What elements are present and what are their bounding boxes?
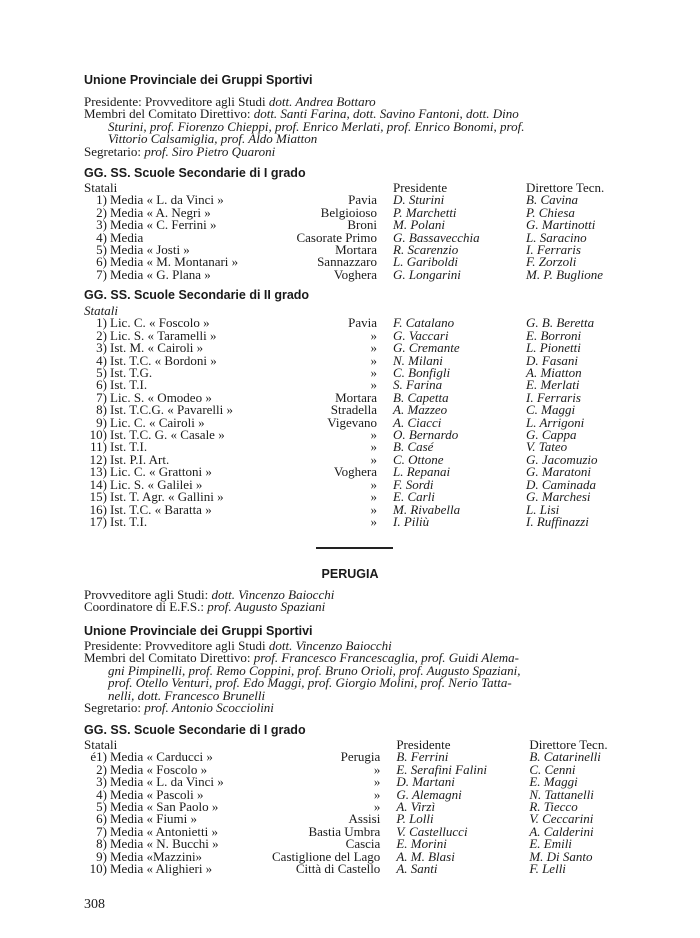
perugia-first-grade-section — [84, 724, 624, 875]
city-name: Belgioioso — [320, 204, 377, 220]
city-name: » — [370, 327, 377, 343]
pavia-second-grade-row — [84, 429, 598, 441]
row-number: 8) — [96, 836, 107, 852]
pavia-second-grade-row — [84, 504, 598, 516]
row-number: 12) — [89, 451, 107, 467]
director-name: C. Maggi — [526, 402, 576, 418]
section-divider — [316, 547, 393, 549]
row-number: 4) — [96, 229, 107, 245]
president-name: A. Ciacci — [393, 414, 442, 430]
school-name: Media « Foscolo » — [110, 761, 208, 777]
perugia-provveditore-line: Provveditore agli Studi: dott. Vincenzo Baiocchi — [84, 587, 335, 602]
president-name: E. Serafini Falini — [396, 761, 487, 777]
row-number: 8) — [96, 402, 107, 418]
pavia-second-grade-row — [84, 367, 598, 379]
city-name: » — [370, 476, 377, 492]
pavia-second-grade-table — [84, 305, 598, 528]
city-name: Broni — [347, 217, 377, 233]
school-name: Media « San Paolo » — [110, 799, 219, 815]
perugia-committee-line2: gni Pimpinelli, prof. Remo Coppini, prof. Bruno Orioli, prof. Augusto Spaziani, — [108, 662, 521, 678]
pavia-president-line: Presidente: Provveditore agli Studi dott. Andrea Bottaro — [84, 94, 376, 109]
row-number: 9) — [96, 848, 107, 864]
director-name: I. Ruffinazzi — [526, 513, 589, 529]
director-name: A. Calderini — [529, 823, 594, 839]
school-name: Ist. T.C. « Bordoni » — [110, 352, 217, 368]
school-name: Ist. T.I. — [110, 513, 148, 529]
president-name: M. Rivabella — [393, 501, 461, 517]
row-number: 7) — [96, 266, 107, 282]
school-name: Lic. C. « Cairoli » — [110, 414, 205, 430]
city-name: Città di Castello — [295, 861, 381, 877]
director-name: P. Chiesa — [526, 204, 575, 220]
director-name: G. Maratoni — [526, 464, 591, 480]
city-name: Cascia — [345, 836, 381, 852]
president-name: F. Sordi — [393, 476, 434, 492]
school-name: Media « L. da Vinci » — [110, 192, 224, 208]
city-name: » — [370, 340, 377, 356]
director-name: I. Ferraris — [526, 389, 581, 405]
president-name: N. Milani — [393, 352, 443, 368]
perugia-committee-line4: nelli, dott. Francesco Brunelli — [108, 687, 266, 703]
row-number: 4) — [96, 352, 107, 368]
row-number: 3) — [96, 217, 107, 233]
perugia-first-grade-table — [84, 739, 608, 875]
city-name: Bastia Umbra — [308, 823, 381, 839]
president-name: E. Morini — [396, 836, 447, 852]
row-number: 10) — [89, 427, 107, 443]
row-number: 13) — [89, 464, 107, 480]
director-name: E. Emili — [529, 836, 572, 852]
row-number: 16) — [89, 501, 107, 517]
city-name: » — [370, 365, 377, 381]
director-name: G. Marchesi — [526, 489, 591, 505]
school-name: Media — [110, 229, 144, 245]
school-name: Ist. T.C.G. « Pavarelli » — [110, 402, 234, 418]
director-name: G. Jacomuzio — [526, 451, 598, 467]
perugia-officials — [84, 589, 624, 614]
pavia-union-section — [84, 74, 624, 158]
director-name: R. Tiecco — [529, 799, 578, 815]
perugia-col-president: Presidente — [396, 737, 451, 752]
pavia-secretary-line: Segretario: prof. Siro Pietro Quaroni — [84, 143, 276, 159]
president-name: M. Polani — [393, 217, 445, 233]
director-name: I. Ferraris — [526, 242, 581, 258]
pavia-committee-line2: Sturini, prof. Fiorenzo Chieppi, prof. Enrico Merlati, prof. Enrico Bonomi, prof. — [108, 118, 525, 134]
pavia-second-grade-row — [84, 516, 598, 528]
row-number: 7) — [96, 823, 107, 839]
row-number: 4) — [96, 786, 107, 802]
perugia-first-grade-sub: Statali — [84, 737, 118, 752]
president-name: G. Vaccari — [393, 327, 449, 343]
school-name: Ist. P.I. Art. — [110, 451, 170, 467]
row-number: 6) — [96, 254, 107, 270]
director-name: C. Cenni — [529, 761, 576, 777]
school-name: Ist. T.I. — [110, 439, 148, 455]
president-name: A. Virzì — [396, 799, 436, 815]
perugia-committee-line3: prof. Otello Venturi, prof. Edo Maggi, prof. Giorgio Molini, prof. Nerio Tatta- — [108, 675, 512, 691]
row-number: 5) — [96, 242, 107, 258]
pavia-col-director: Direttore Tecn. — [526, 180, 605, 195]
director-name: D. Fasani — [526, 352, 578, 368]
city-name: Perugia — [340, 749, 381, 765]
school-name: Media « M. Montanari » — [110, 254, 239, 270]
director-name: F. Zorzoli — [526, 254, 577, 270]
pavia-president-name: dott. Andrea Bottaro — [268, 94, 376, 109]
city-name: Pavia — [348, 192, 377, 208]
pavia-first-grade-heading: GG. SS. Scuole Secondarie di I grado — [84, 166, 306, 180]
president-name: S. Farina — [393, 377, 443, 393]
director-name: D. Caminada — [526, 476, 597, 492]
president-name: L. Repanai — [393, 464, 451, 480]
row-number: 6) — [96, 377, 107, 393]
president-name: A. Santi — [396, 861, 438, 877]
president-name: F. Catalano — [393, 315, 455, 331]
president-name: D. Sturini — [393, 192, 445, 208]
president-name: O. Bernardo — [393, 427, 459, 443]
school-name: Lic. S. « Taramelli » — [110, 327, 217, 343]
president-name: D. Martani — [396, 774, 455, 790]
director-name: L. Saracino — [526, 229, 587, 245]
school-name: Ist. M. « Cairoli » — [110, 340, 204, 356]
city-name: Mortara — [335, 242, 377, 258]
school-name: Media « L. da Vinci » — [110, 774, 224, 790]
president-name: V. Castellucci — [396, 823, 468, 839]
row-number: 6) — [96, 811, 107, 827]
row-number: 3) — [96, 340, 107, 356]
director-name: G. Martinotti — [526, 217, 596, 233]
school-name: Media « N. Bucchi » — [110, 836, 219, 852]
row-number: 10) — [89, 861, 107, 877]
row-number: 5) — [96, 365, 107, 381]
pavia-second-grade-row — [84, 355, 598, 367]
pavia-first-grade-section — [84, 167, 624, 281]
president-name: C. Bonfigli — [393, 365, 451, 381]
perugia-first-grade-row — [84, 863, 608, 875]
pavia-union-heading: Unione Provinciale dei Gruppi Sportivi — [84, 73, 313, 87]
row-number: 5) — [96, 799, 107, 815]
school-name: Media « A. Negri » — [110, 204, 211, 220]
director-name: B. Cavina — [526, 192, 578, 208]
perugia-union-heading: Unione Provinciale dei Gruppi Sportivi — [84, 624, 313, 638]
pavia-secretary-name: prof. Siro Pietro Quaroni — [144, 143, 276, 159]
pavia-committee-line3: Vittorio Calsamiglia, prof. Aldo Miatton — [108, 131, 318, 147]
perugia-president-line: Presidente: Provveditore agli Studi dott. Vincenzo Baiocchi — [84, 638, 392, 653]
city-name: Stradella — [330, 402, 377, 418]
row-number: 2) — [96, 761, 107, 777]
row-number: é1) — [90, 749, 107, 765]
director-name: F. Lelli — [529, 861, 566, 877]
school-name: Lic. C. « Foscolo » — [110, 315, 210, 331]
perugia-col-director: Direttore Tecn. — [529, 737, 608, 752]
director-name: L. Arrigoni — [526, 414, 585, 430]
city-name: Pavia — [348, 315, 377, 331]
city-name: Vigevano — [327, 414, 377, 430]
city-name: » — [370, 439, 377, 455]
president-name: G. Cremante — [393, 340, 460, 356]
city-name: » — [370, 501, 377, 517]
pavia-second-grade-section — [84, 289, 624, 528]
city-name: Castiglione del Lago — [272, 848, 381, 864]
perugia-secretary-name: prof. Antonio Scocciolini — [144, 700, 274, 716]
row-number: 9) — [96, 414, 107, 430]
perugia-coordinator-name: prof. Augusto Spaziani — [207, 599, 326, 615]
pavia-second-grade-heading: GG. SS. Scuole Secondarie di II grado — [84, 288, 310, 302]
city-name: Assisi — [348, 811, 381, 827]
city-name: Voghera — [333, 266, 377, 282]
city-name: Voghera — [333, 464, 377, 480]
school-name: Media «Mazzini» — [110, 848, 203, 864]
director-name: B. Catarinelli — [529, 749, 601, 765]
director-name: N. Tattanelli — [529, 786, 594, 802]
school-name: Lic. C. « Grattoni » — [110, 464, 212, 480]
perugia-committee: Membri del Comitato Direttivo: prof. Francesco Francescaglia, prof. Guidi Alema- — [84, 650, 519, 666]
perugia-title: PERUGIA — [321, 567, 379, 581]
city-name: » — [370, 377, 377, 393]
row-number: 3) — [96, 774, 107, 790]
school-name: Media « C. Ferrini » — [110, 217, 217, 233]
city-name: » — [373, 761, 381, 777]
school-name: Ist. T.G. — [110, 365, 153, 381]
president-name: A. M. Blasi — [396, 848, 455, 864]
city-name: » — [370, 427, 377, 443]
director-name: L. Pionetti — [526, 340, 581, 356]
perugia-provveditore-name: dott. Vincenzo Baiocchi — [211, 587, 335, 602]
president-name: P. Lolli — [396, 811, 434, 827]
director-name: V. Tateo — [526, 439, 568, 455]
director-name: G. Cappa — [526, 427, 577, 443]
perugia-union-section — [84, 625, 624, 714]
pavia-first-grade-sub: Statali — [84, 180, 118, 195]
perugia-first-grade-heading: GG. SS. Scuole Secondarie di I grado — [84, 723, 306, 737]
perugia-coordinator-line: Coordinatore di E.F.S.: prof. Augusto Spaziani — [84, 599, 326, 615]
director-name: V. Ceccarini — [529, 811, 594, 827]
school-name: Lic. S. « Omodeo » — [110, 389, 212, 405]
director-name: M. P. Buglione — [526, 266, 604, 282]
city-name: » — [370, 513, 377, 529]
president-name: G. Alemagni — [396, 786, 462, 802]
pavia-col-president: Presidente — [393, 180, 448, 195]
pavia-second-grade-sub: Statali — [84, 303, 118, 318]
city-name: » — [373, 774, 381, 790]
row-number: 17) — [89, 513, 107, 529]
president-name: B. Ferrini — [396, 749, 449, 765]
director-name: E. Maggi — [529, 774, 578, 790]
perugia-president-name: dott. Vincenzo Baiocchi — [268, 638, 392, 653]
president-name: P. Marchetti — [393, 204, 457, 220]
city-name: » — [370, 451, 377, 467]
city-name: » — [370, 352, 377, 368]
row-number: 7) — [96, 389, 107, 405]
perugia-secretary-line: Segretario: prof. Antonio Scocciolini — [84, 700, 274, 716]
school-name: Media « Alighieri » — [110, 861, 213, 877]
pavia-first-grade-row — [84, 269, 604, 281]
city-name: » — [370, 489, 377, 505]
row-number: 2) — [96, 204, 107, 220]
city-name: Casorate Primo — [296, 229, 377, 245]
row-number: 2) — [96, 327, 107, 343]
president-name: C. Ottone — [393, 451, 444, 467]
director-name: E. Merlati — [526, 377, 580, 393]
president-name: R. Scarenzio — [393, 242, 459, 258]
school-name: Media « Carducci » — [110, 749, 213, 765]
school-name: Media « Fiumi » — [110, 811, 198, 827]
director-name: M. Di Santo — [529, 848, 593, 864]
school-name: Media « Josti » — [110, 242, 190, 258]
row-number: 15) — [89, 489, 107, 505]
president-name: L. Gariboldi — [393, 254, 459, 270]
school-name: Ist. T.C. G. « Casale » — [110, 427, 225, 443]
director-name: A. Miatton — [526, 365, 582, 381]
school-name: Ist. T.I. — [110, 377, 148, 393]
school-name: Ist. T.C. « Baratta » — [110, 501, 212, 517]
row-number: 1) — [96, 192, 107, 208]
city-name: Sannazzaro — [317, 254, 377, 270]
city-name: Mortara — [335, 389, 377, 405]
pavia-committee: Membri del Comitato Direttivo: dott. Santi Farina, dott. Savino Fantoni, dott. Dino — [84, 106, 519, 122]
president-name: A. Mazzeo — [393, 402, 448, 418]
president-name: G. Bassavecchia — [393, 229, 480, 245]
row-number: 14) — [89, 476, 107, 492]
president-name: I. Piliù — [393, 513, 430, 529]
director-name: G. B. Beretta — [526, 315, 595, 331]
school-name: Media « Antonietti » — [110, 823, 218, 839]
school-name: Ist. T. Agr. « Gallini » — [110, 489, 224, 505]
page-number: 308 — [84, 897, 105, 912]
school-name: Media « G. Plana » — [110, 266, 211, 282]
director-name: L. Lisi — [526, 501, 560, 517]
pavia-first-grade-table — [84, 182, 604, 281]
president-name: B. Capetta — [393, 389, 449, 405]
president-name: B. Casé — [393, 439, 434, 455]
president-name: E. Carli — [393, 489, 435, 505]
row-number: 11) — [90, 439, 107, 455]
president-name: G. Longarini — [393, 266, 461, 282]
city-name: » — [373, 799, 381, 815]
city-name: » — [373, 786, 381, 802]
director-name: E. Borroni — [526, 327, 582, 343]
school-name: Media « Pascoli » — [110, 786, 204, 802]
school-name: Lic. S. « Galilei » — [110, 476, 203, 492]
row-number: 1) — [96, 315, 107, 331]
